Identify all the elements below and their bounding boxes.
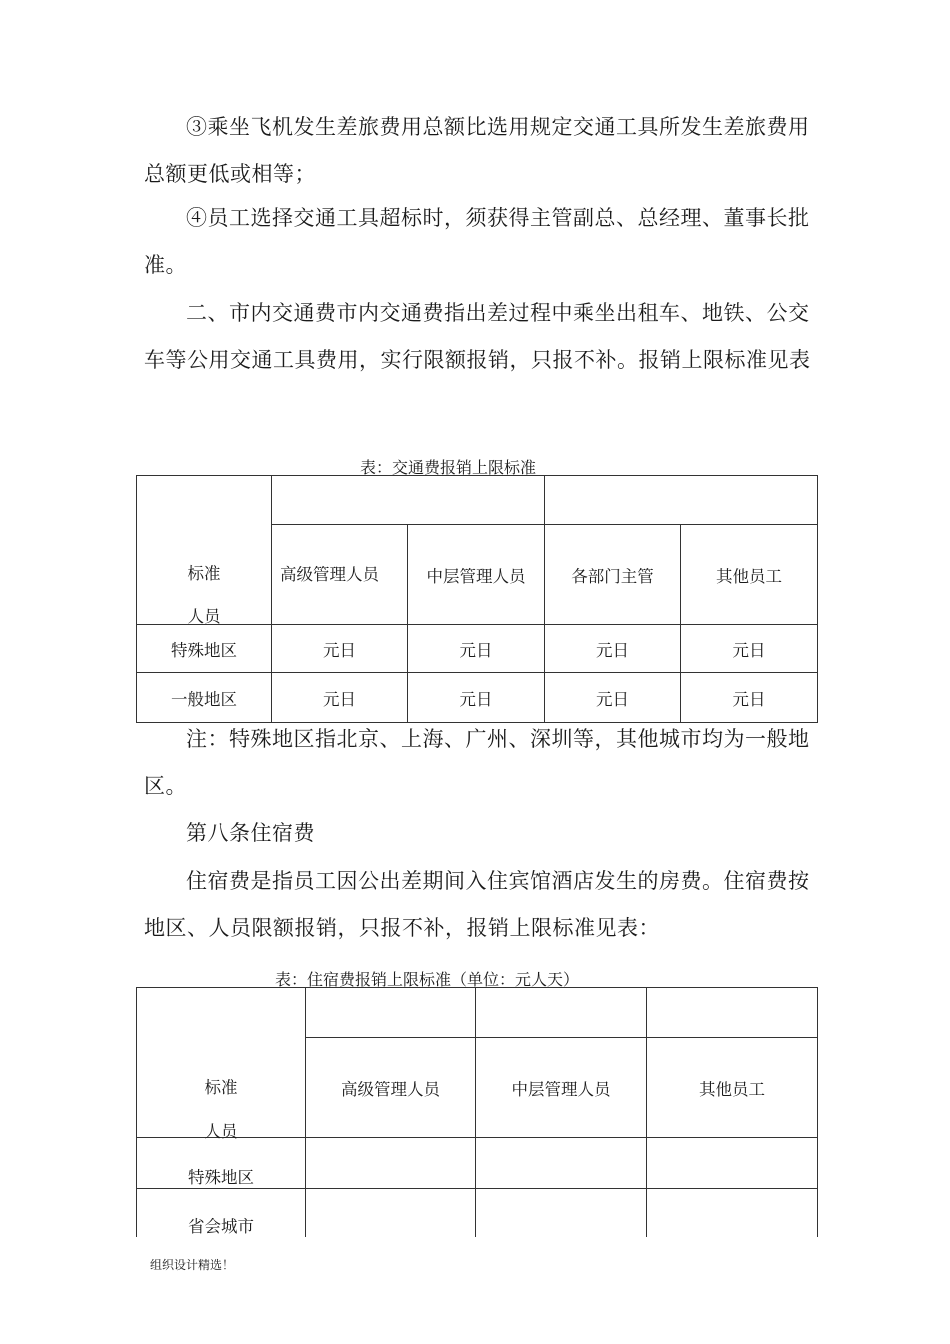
table1-cell: 元日 xyxy=(408,625,545,673)
paragraph-flight-rule: ③乘坐飞机发生差旅费用总额比选用规定交通工具所发生差旅费用总额更低或相等； xyxy=(144,115,810,186)
paragraph-note: 注：特殊地区指北京、上海、广州、深圳等，其他城市均为一般地区。 xyxy=(144,727,810,798)
table-row xyxy=(137,1138,818,1189)
table2-cell xyxy=(647,1138,818,1189)
table1-cell: 元日 xyxy=(272,625,408,673)
table1-header-dept-head: 各部门主管 xyxy=(545,525,681,625)
table2-cell xyxy=(306,1189,476,1238)
table2-corner-personnel: 人员 xyxy=(204,1122,238,1141)
table1-corner-cell xyxy=(137,476,272,625)
table2-group-cell xyxy=(476,988,647,1038)
table-row xyxy=(137,625,818,673)
table2-cell xyxy=(476,1189,647,1238)
lodging-fee-table xyxy=(136,987,818,1237)
table1-cell: 元日 xyxy=(681,673,818,723)
table2-group-cell xyxy=(306,988,476,1038)
table1-group-cell xyxy=(545,476,818,525)
table2-corner-cell xyxy=(137,988,306,1141)
table2-cell xyxy=(647,1189,818,1238)
paragraph-city-transport: 二、市内交通费市内交通费指出差过程中乘坐出租车、地铁、公交车等公用交通工具费用，实行限额报销，只报不补。报销上限标准见表 xyxy=(144,301,811,372)
transport-fee-table xyxy=(136,475,818,723)
table2-cell xyxy=(306,1138,476,1189)
table1-row-label: 一般地区 xyxy=(137,673,272,723)
table-row xyxy=(137,1189,818,1238)
table2-header-middle: 中层管理人员 xyxy=(476,1038,647,1138)
table2-cell xyxy=(476,1138,647,1189)
table2-header-other: 其他员工 xyxy=(647,1038,818,1138)
table1-caption: 表：交通费报销上限标准 xyxy=(360,458,537,477)
table1-corner-personnel: 人员 xyxy=(187,607,221,626)
table1-header-other: 其他员工 xyxy=(681,525,818,625)
table1-corner-standard: 标准 xyxy=(187,564,221,583)
table1-row-label: 特殊地区 xyxy=(137,625,272,673)
paragraph-lodging: 住宿费是指员工因公出差期间入住宾馆酒店发生的房费。住宿费按地区、人员限额报销，只报不补，报销上限标准见表： xyxy=(144,869,810,940)
table1-cell: 元日 xyxy=(545,673,681,723)
table2-row-label: 特殊地区 xyxy=(137,1138,306,1189)
table-row xyxy=(137,673,818,723)
table1-group-cell xyxy=(272,476,545,525)
table1-header-senior: 高级管理人员 xyxy=(272,525,408,625)
page-footer: 组织设计精选！ xyxy=(150,1258,235,1272)
table2-caption: 表：住宿费报销上限标准（单位：元人天） xyxy=(275,970,580,989)
table1-cell: 元日 xyxy=(681,625,818,673)
table2-corner-standard: 标准 xyxy=(204,1078,238,1097)
table1-cell: 元日 xyxy=(272,673,408,723)
table1-cell: 元日 xyxy=(545,625,681,673)
table2-group-cell xyxy=(647,988,818,1038)
table1-header-middle: 中层管理人员 xyxy=(408,525,545,625)
paragraph-approval-rule: ④员工选择交通工具超标时，须获得主管副总、总经理、董事长批准。 xyxy=(144,206,810,277)
table1-cell: 元日 xyxy=(408,673,545,723)
article-heading: 第八条住宿费 xyxy=(186,821,315,845)
table2-header-senior: 高级管理人员 xyxy=(306,1038,476,1138)
table2-row-label: 省会城市 xyxy=(137,1189,306,1238)
